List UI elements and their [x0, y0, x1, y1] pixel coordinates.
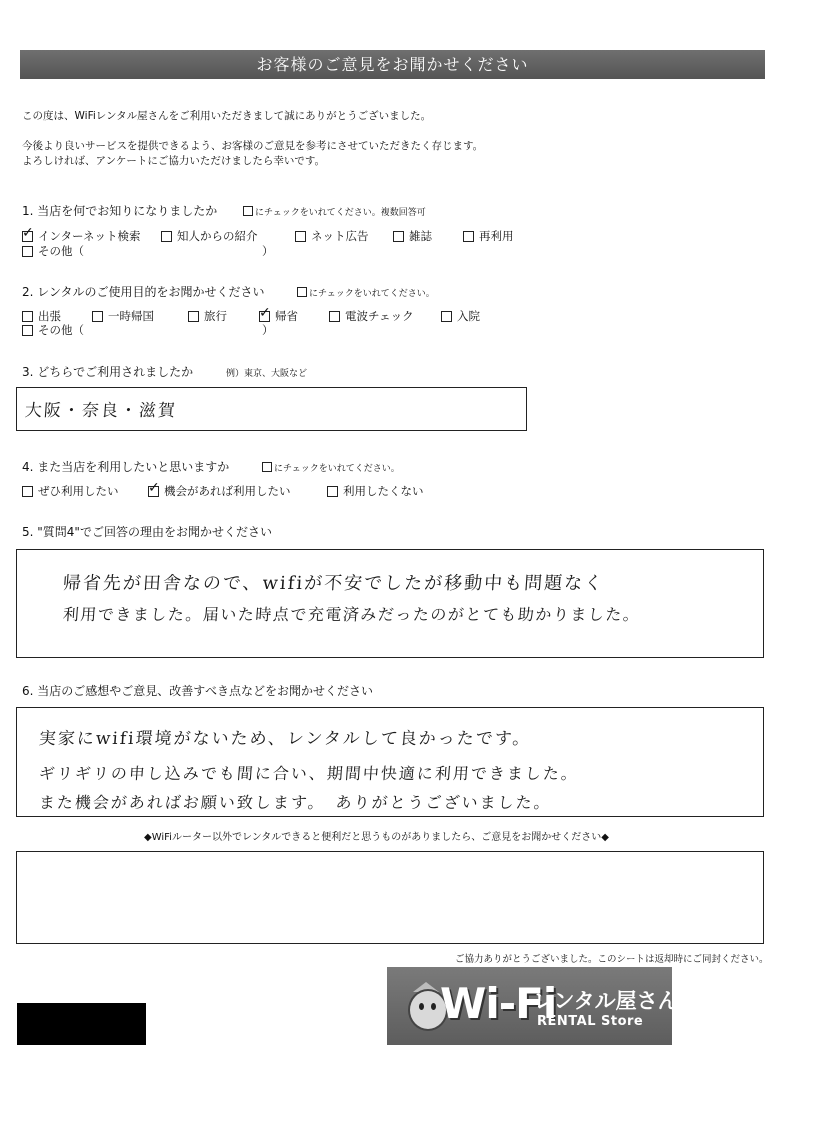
logo-en-text: RENTAL Store — [537, 1014, 644, 1029]
q1-label: 1. 当店を何でお知りになりましたか — [22, 204, 218, 218]
checkbox[interactable] — [22, 311, 33, 322]
footer-thanks: ご協力ありがとうございました。このシートは返却時にご同封ください。 — [455, 954, 769, 965]
q7-answer-box[interactable] — [16, 851, 764, 944]
q3-answer: 大阪・奈良・滋賀 — [24, 401, 178, 421]
q2-option-hospital[interactable]: 入院 — [441, 308, 480, 324]
q4-note: にチェックをいれてください。 — [262, 461, 400, 474]
q2-option-business[interactable]: 出張 — [22, 308, 61, 324]
checkbox[interactable] — [327, 486, 338, 497]
q2-option-homecoming[interactable]: ✓ 帰省 — [259, 308, 298, 324]
checkbox[interactable] — [393, 231, 404, 242]
checkbox[interactable] — [441, 311, 452, 322]
redacted-block — [17, 1003, 146, 1045]
checkbox[interactable] — [22, 231, 33, 242]
q5-answer-line-2: 利用できました。届いた時点で充電済みだったのがとても助かりました。 — [62, 605, 642, 624]
q4-option-if-chance[interactable]: ✓ 機会があれば利用したい — [148, 483, 291, 499]
checkbox[interactable] — [463, 231, 474, 242]
q6-answer-line-2: ギリギリの申し込みでも間に合い、期間中快適に利用できました。 — [38, 764, 580, 783]
intro-line-2: 今後より良いサービスを提供できるよう、お客様のご意見を参考にさせていただきたく存じます。 — [22, 140, 484, 152]
q1-option-referral[interactable]: 知人からの紹介 — [161, 228, 258, 244]
q2-option-travel[interactable]: 旅行 — [188, 308, 227, 324]
checkbox[interactable] — [259, 311, 270, 322]
checkbox[interactable] — [329, 311, 340, 322]
q4-option-definitely[interactable]: ぜひ利用したい — [22, 483, 119, 499]
q3-answer-box[interactable] — [16, 387, 527, 431]
checkbox[interactable] — [22, 486, 33, 497]
q6-answer-box[interactable] — [16, 707, 764, 817]
q2-note: にチェックをいれてください。 — [297, 286, 435, 299]
checkbox[interactable] — [92, 311, 103, 322]
q3-note: 例）東京、大阪など — [226, 369, 308, 379]
q7-label: ◆WiFiルーター以外でレンタルできると便利だと思うものがありましたら、ご意見をお聞かせください◆ — [144, 832, 609, 843]
q6-label: 6. 当店のご感想やご意見、改善すべき点などをお聞かせください — [22, 684, 374, 698]
q2-label: 2. レンタルのご使用目的をお聞かせください — [22, 285, 265, 299]
logo-wifi-text: Wi-Fi — [440, 979, 557, 1028]
q4-label: 4. また当店を利用したいと思いますか — [22, 460, 230, 474]
q3-label: 3. どちらでご利用されましたか — [22, 365, 194, 379]
q5-label: 5. "質問4"でご回答の理由をお聞かせください — [22, 525, 272, 539]
intro-line-3: よろしければ、アンケートにご協力いただけましたら幸いです。 — [22, 155, 326, 167]
q2-option-signal-check[interactable]: 電波チェック — [329, 308, 414, 324]
q5-answer-box[interactable] — [16, 549, 764, 658]
q5-answer-line-1: 帰省先が田舎なので、wifiが不安でしたが移動中も問題なく — [62, 573, 605, 594]
checkbox[interactable] — [22, 246, 33, 257]
q1-option-reuse[interactable]: 再利用 — [463, 228, 514, 244]
checkbox[interactable] — [188, 311, 199, 322]
q2-other-close: ） — [262, 323, 274, 337]
q1-option-ad[interactable]: ネット広告 — [295, 228, 369, 244]
q1-option-other[interactable]: その他（ — [22, 243, 84, 259]
q6-answer-line-1: 実家にwifi環境がないため、レンタルして良かったです。 — [38, 729, 533, 749]
q2-option-temp-return[interactable]: 一時帰国 — [92, 308, 154, 324]
q1-option-internet[interactable]: ✓ インターネット検索 — [22, 228, 140, 244]
q1-note: にチェックをいれてください。複数回答可 — [243, 205, 426, 218]
checkbox[interactable] — [22, 325, 33, 336]
checkbox[interactable] — [161, 231, 172, 242]
q4-option-no[interactable]: 利用したくない — [327, 483, 424, 499]
q2-option-other[interactable]: その他（ — [22, 322, 84, 338]
checkbox[interactable] — [295, 231, 306, 242]
q1-option-magazine[interactable]: 雑誌 — [393, 228, 432, 244]
q6-answer-line-3: また機会があればお願い致します。 ありがとうございました。 — [38, 793, 553, 812]
checkbox-sample-icon — [297, 287, 307, 297]
checkbox[interactable] — [148, 486, 159, 497]
logo-jp-text: レンタル屋さん — [533, 989, 679, 1013]
intro-line-1: この度は、WiFiレンタル屋さんをご利用いただきまして誠にありがとうございました。 — [22, 110, 432, 122]
q1-other-close: ） — [262, 244, 274, 258]
page-title: お客様のご意見をお聞かせください — [20, 50, 765, 79]
checkbox-sample-icon — [243, 206, 253, 216]
checkbox-sample-icon — [262, 462, 272, 472]
